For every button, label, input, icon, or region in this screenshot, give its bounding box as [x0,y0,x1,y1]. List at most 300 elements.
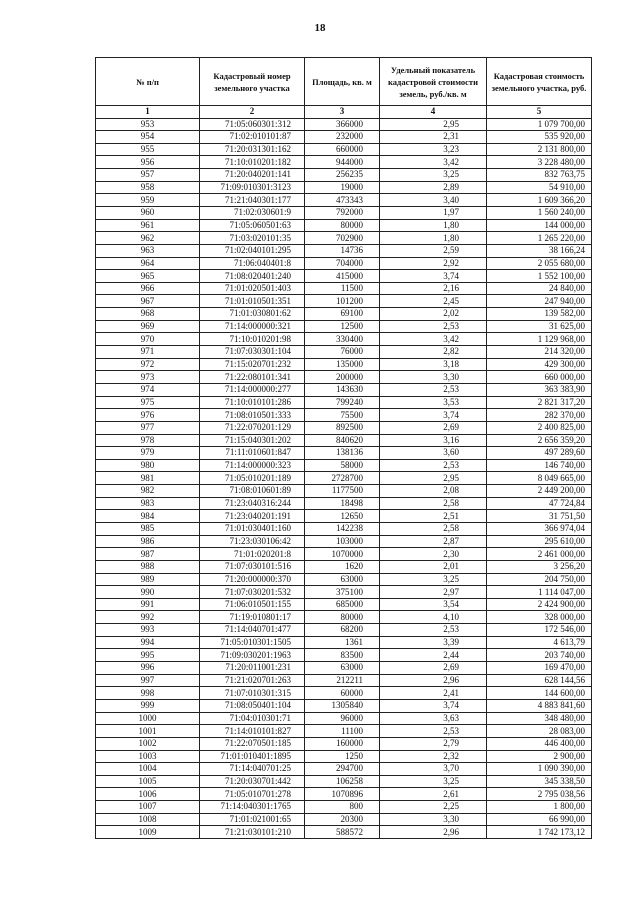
rate-value: 2,92 [380,257,487,270]
table-row [96,459,592,472]
row-number: 961 [96,219,200,232]
cadastral-value: 295 610,00 [487,535,592,548]
area-value: 702900 [305,232,380,245]
rate-value: 3,54 [380,598,487,611]
rate-value: 2,95 [380,472,487,485]
cadastral-number: 71:01:010401:1895 [200,750,305,763]
area-value: 12500 [305,320,380,333]
row-number: 974 [96,383,200,396]
cadastral-value: 54 910,00 [487,181,592,194]
row-number: 981 [96,472,200,485]
area-value: 18498 [305,497,380,510]
cadastral-number: 71:01:030401:160 [200,523,305,536]
cadastral-number: 71:08:050401:104 [200,699,305,712]
table-row [96,497,592,510]
row-number: 1006 [96,788,200,801]
table-row [96,535,592,548]
table-row [96,346,592,359]
cadastral-number: 71:20:011001:231 [200,662,305,675]
area-value: 232000 [305,131,380,144]
area-value: 80000 [305,219,380,232]
row-number: 973 [96,371,200,384]
cadastral-value: 2 449 200,00 [487,485,592,498]
table-row [96,674,592,687]
column-number: 4 [380,106,487,119]
cadastral-number: 71:10:010201:182 [200,156,305,169]
table-row [96,649,592,662]
table-row [96,485,592,498]
cadastral-number: 71:14:040701:477 [200,624,305,637]
rate-value: 3,60 [380,447,487,460]
area-value: 63000 [305,662,380,675]
area-value: 660000 [305,143,380,156]
cadastral-number: 71:14:040301:1765 [200,801,305,814]
row-number: 967 [96,295,200,308]
area-value: 103000 [305,535,380,548]
rate-value: 2,01 [380,560,487,573]
row-number: 975 [96,396,200,409]
row-number: 1001 [96,725,200,738]
cadastral-number: 71:05:060501:63 [200,219,305,232]
cadastral-value: 2 131 800,00 [487,143,592,156]
table-row [96,219,592,232]
area-value: 1250 [305,750,380,763]
row-number: 984 [96,510,200,523]
cadastral-number: 71:03:020101:35 [200,232,305,245]
cadastral-value: 2 400 825,00 [487,421,592,434]
cadastral-value: 8 049 665,00 [487,472,592,485]
rate-value: 3,25 [380,573,487,586]
cadastral-value: 247 940,00 [487,295,592,308]
cadastral-value: 139 582,00 [487,308,592,321]
area-value: 83500 [305,649,380,662]
cadastral-number: 71:05:010701:278 [200,788,305,801]
cadastral-value: 169 470,00 [487,662,592,675]
cadastral-number: 71:22:070201:129 [200,421,305,434]
header-area: Площадь, кв. м [305,58,380,106]
area-value: 256235 [305,169,380,182]
area-value: 1361 [305,636,380,649]
rate-value: 3,74 [380,270,487,283]
cadastral-value: 345 338,50 [487,775,592,788]
table-row [96,725,592,738]
cadastral-value: 363 383,90 [487,383,592,396]
area-value: 415000 [305,270,380,283]
cadastral-value: 446 400,00 [487,737,592,750]
rate-value: 2,53 [380,725,487,738]
row-number: 1000 [96,712,200,725]
row-number: 962 [96,232,200,245]
area-value: 944000 [305,156,380,169]
area-value: 19000 [305,181,380,194]
rate-value: 2,31 [380,131,487,144]
rate-value: 3,16 [380,434,487,447]
table-row [96,181,592,194]
cadastral-value: 172 546,00 [487,624,592,637]
rate-value: 3,74 [380,409,487,422]
cadastral-number: 71:06:010501:155 [200,598,305,611]
cadastral-value: 1 079 700,00 [487,118,592,131]
cadastral-number: 71:21:040301:177 [200,194,305,207]
rate-value: 2,08 [380,485,487,498]
table-row [96,560,592,573]
cadastral-value: 2 900,00 [487,750,592,763]
table-row [96,194,592,207]
cadastral-value: 628 144,56 [487,674,592,687]
row-number: 1004 [96,763,200,776]
row-number: 963 [96,244,200,257]
table-row [96,737,592,750]
column-number: 1 [96,106,200,119]
table-row [96,573,592,586]
row-number: 980 [96,459,200,472]
area-value: 1305840 [305,699,380,712]
cadastral-number: 71:14:040701:25 [200,763,305,776]
area-value: 60000 [305,687,380,700]
rate-value: 3,53 [380,396,487,409]
table-row [96,371,592,384]
cadastral-number: 71:20:040201:141 [200,169,305,182]
rate-value: 2,45 [380,295,487,308]
cadastral-number: 71:21:020701:263 [200,674,305,687]
table-row [96,510,592,523]
cadastral-value: 2 424 900,00 [487,598,592,611]
row-number: 995 [96,649,200,662]
area-value: 366000 [305,118,380,131]
row-number: 996 [96,662,200,675]
cadastral-value: 4 883 841,60 [487,699,592,712]
area-value: 69100 [305,308,380,321]
row-number: 968 [96,308,200,321]
table-body [96,118,592,839]
rate-value: 3,30 [380,371,487,384]
cadastral-number: 71:06:040401:8 [200,257,305,270]
row-number: 955 [96,143,200,156]
rate-value: 2,82 [380,346,487,359]
rate-value: 2,25 [380,801,487,814]
area-value: 685000 [305,598,380,611]
cadastral-value: 832 763,75 [487,169,592,182]
row-number: 997 [96,674,200,687]
table-row [96,295,592,308]
table-row [96,712,592,725]
table-row [96,333,592,346]
header-value: Кадастровая стоимость земельного участка, руб. [487,58,592,106]
area-value: 792000 [305,206,380,219]
header-cadastral-number: Кадастровый номер земельного участка [200,58,305,106]
cadastral-value: 31 751,50 [487,510,592,523]
area-value: 1070896 [305,788,380,801]
table-row [96,282,592,295]
area-value: 101200 [305,295,380,308]
table-row [96,244,592,257]
cadastral-number: 71:10:010101:286 [200,396,305,409]
cadastral-number: 71:14:000000:323 [200,459,305,472]
cadastral-value: 204 750,00 [487,573,592,586]
cadastral-value: 348 480,00 [487,712,592,725]
cadastral-number: 71:01:030801:62 [200,308,305,321]
rate-value: 3,40 [380,194,487,207]
area-value: 1177500 [305,485,380,498]
cadastral-value: 497 289,60 [487,447,592,460]
cadastral-number: 71:05:060301:312 [200,118,305,131]
table-row [96,143,592,156]
area-value: 63000 [305,573,380,586]
area-value: 76000 [305,346,380,359]
area-value: 75500 [305,409,380,422]
cadastral-number: 71:23:040201:191 [200,510,305,523]
area-value: 212211 [305,674,380,687]
rate-value: 3,39 [380,636,487,649]
column-number: 3 [305,106,380,119]
table-row [96,434,592,447]
table-row [96,169,592,182]
rate-value: 2,44 [380,649,487,662]
row-number: 960 [96,206,200,219]
area-value: 294700 [305,763,380,776]
cadastral-number: 71:20:031301:162 [200,143,305,156]
area-value: 12650 [305,510,380,523]
row-number: 994 [96,636,200,649]
table-row [96,687,592,700]
cadastral-number: 71:14:000000:321 [200,320,305,333]
rate-value: 2,32 [380,750,487,763]
rate-value: 2,97 [380,586,487,599]
rate-value: 2,02 [380,308,487,321]
rate-value: 2,79 [380,737,487,750]
row-number: 988 [96,560,200,573]
column-number: 5 [487,106,592,119]
rate-value: 2,69 [380,662,487,675]
row-number: 957 [96,169,200,182]
rate-value: 1,80 [380,232,487,245]
rate-value: 3,63 [380,712,487,725]
rate-value: 2,59 [380,244,487,257]
cadastral-number: 71:22:070501:185 [200,737,305,750]
cadastral-number: 71:01:010501:351 [200,295,305,308]
row-number: 999 [96,699,200,712]
row-number: 987 [96,548,200,561]
table-row [96,662,592,675]
rate-value: 3,23 [380,143,487,156]
rate-value: 3,25 [380,169,487,182]
cadastral-number: 71:02:010101:87 [200,131,305,144]
area-value: 11500 [305,282,380,295]
table-row [96,826,592,839]
table-row [96,308,592,321]
rate-value: 3,25 [380,775,487,788]
header-num: № п/п [96,58,200,106]
table-row [96,270,592,283]
row-number: 990 [96,586,200,599]
table-row [96,750,592,763]
page-number: 18 [314,22,326,34]
table-row [96,624,592,637]
area-value: 2728700 [305,472,380,485]
area-value: 143630 [305,383,380,396]
table-row [96,131,592,144]
row-number: 982 [96,485,200,498]
cadastral-value: 2 461 000,00 [487,548,592,561]
cadastral-number: 71:20:030701:442 [200,775,305,788]
row-number: 983 [96,497,200,510]
area-value: 200000 [305,371,380,384]
header-row [96,58,592,106]
rate-value: 2,53 [380,383,487,396]
area-value: 1070000 [305,548,380,561]
row-number: 969 [96,320,200,333]
cadastral-number: 71:15:020701:232 [200,358,305,371]
row-number: 1003 [96,750,200,763]
row-number: 971 [96,346,200,359]
cadastral-value: 1 114 047,00 [487,586,592,599]
row-number: 958 [96,181,200,194]
cadastral-value: 1 560 240,00 [487,206,592,219]
cadastral-number: 71:07:030201:532 [200,586,305,599]
cadastral-value: 144 000,00 [487,219,592,232]
cadastral-number: 71:14:000000:277 [200,383,305,396]
table-row [96,611,592,624]
table-row [96,813,592,826]
table-row [96,775,592,788]
row-number: 956 [96,156,200,169]
cadastral-value: 2 821 317,20 [487,396,592,409]
table-row [96,523,592,536]
cadastral-number: 71:02:030601:9 [200,206,305,219]
rate-value: 2,41 [380,687,487,700]
rate-value: 2,96 [380,826,487,839]
cadastral-value: 144 600,00 [487,687,592,700]
row-number: 953 [96,118,200,131]
table-row [96,409,592,422]
area-value: 800 [305,801,380,814]
cadastral-value: 535 920,00 [487,131,592,144]
row-number: 966 [96,282,200,295]
cadastral-value: 282 370,00 [487,409,592,422]
row-number: 998 [96,687,200,700]
cadastral-value: 2 656 359,20 [487,434,592,447]
row-number: 991 [96,598,200,611]
rate-value: 2,58 [380,523,487,536]
rate-value: 2,87 [380,535,487,548]
cadastral-value: 1 129 968,00 [487,333,592,346]
row-number: 978 [96,434,200,447]
area-value: 135000 [305,358,380,371]
row-number: 1007 [96,801,200,814]
column-number: 2 [200,106,305,119]
table-row [96,156,592,169]
rate-value: 2,53 [380,624,487,637]
rate-value: 2,95 [380,118,487,131]
cadastral-value: 366 974,04 [487,523,592,536]
rate-value: 2,89 [380,181,487,194]
area-value: 799240 [305,396,380,409]
cadastral-value: 214 320,00 [487,346,592,359]
rate-value: 4,10 [380,611,487,624]
cadastral-number: 71:19:010801:17 [200,611,305,624]
table-row [96,548,592,561]
row-number: 979 [96,447,200,460]
table-row [96,598,592,611]
table-row [96,118,592,131]
cadastral-value: 1 090 390,00 [487,763,592,776]
row-number: 964 [96,257,200,270]
table-row [96,232,592,245]
rate-value: 2,53 [380,320,487,333]
cadastral-value: 4 613,79 [487,636,592,649]
cadastral-number: 71:23:030106:42 [200,535,305,548]
rate-value: 1,97 [380,206,487,219]
rate-value: 2,16 [380,282,487,295]
cadastral-number: 71:01:020501:403 [200,282,305,295]
area-value: 375100 [305,586,380,599]
area-value: 58000 [305,459,380,472]
row-number: 965 [96,270,200,283]
area-value: 14736 [305,244,380,257]
cadastral-value: 1 742 173,12 [487,826,592,839]
column-number-row [96,106,592,119]
cadastral-number: 71:04:010301:71 [200,712,305,725]
row-number: 977 [96,421,200,434]
cadastral-number: 71:07:030301:104 [200,346,305,359]
cadastral-number: 71:09:030201:1963 [200,649,305,662]
cadastral-value: 1 552 100,00 [487,270,592,283]
cadastral-value: 429 300,00 [487,358,592,371]
rate-value: 2,51 [380,510,487,523]
area-value: 68200 [305,624,380,637]
cadastral-number: 71:22:080101:341 [200,371,305,384]
cadastral-number: 71:10:010201:98 [200,333,305,346]
rate-value: 2,30 [380,548,487,561]
cadastral-value: 1 265 220,00 [487,232,592,245]
table-row [96,206,592,219]
rate-value: 3,70 [380,763,487,776]
table-row [96,358,592,371]
cadastral-number: 71:01:020201:8 [200,548,305,561]
rate-value: 2,96 [380,674,487,687]
table-row [96,763,592,776]
area-value: 330400 [305,333,380,346]
area-value: 588572 [305,826,380,839]
rate-value: 2,69 [380,421,487,434]
row-number: 954 [96,131,200,144]
area-value: 840620 [305,434,380,447]
cadastral-number: 71:02:040101:295 [200,244,305,257]
table-row [96,421,592,434]
cadastral-number: 71:15:040301:202 [200,434,305,447]
row-number: 985 [96,523,200,536]
cadastral-value: 2 795 038,56 [487,788,592,801]
area-value: 11100 [305,725,380,738]
area-value: 96000 [305,712,380,725]
row-number: 972 [96,358,200,371]
cadastral-number: 71:05:010201:189 [200,472,305,485]
cadastral-value: 328 000,00 [487,611,592,624]
rate-value: 3,30 [380,813,487,826]
area-value: 473343 [305,194,380,207]
area-value: 138136 [305,447,380,460]
cadastral-value: 1 609 366,20 [487,194,592,207]
rate-value: 3,18 [380,358,487,371]
cadastral-value: 660 000,00 [487,371,592,384]
table-row [96,801,592,814]
table-row [96,636,592,649]
row-number: 993 [96,624,200,637]
cadastral-number: 71:23:040316:244 [200,497,305,510]
rate-value: 3,74 [380,699,487,712]
cadastral-number: 71:11:010601:847 [200,447,305,460]
cadastral-value: 1 800,00 [487,801,592,814]
